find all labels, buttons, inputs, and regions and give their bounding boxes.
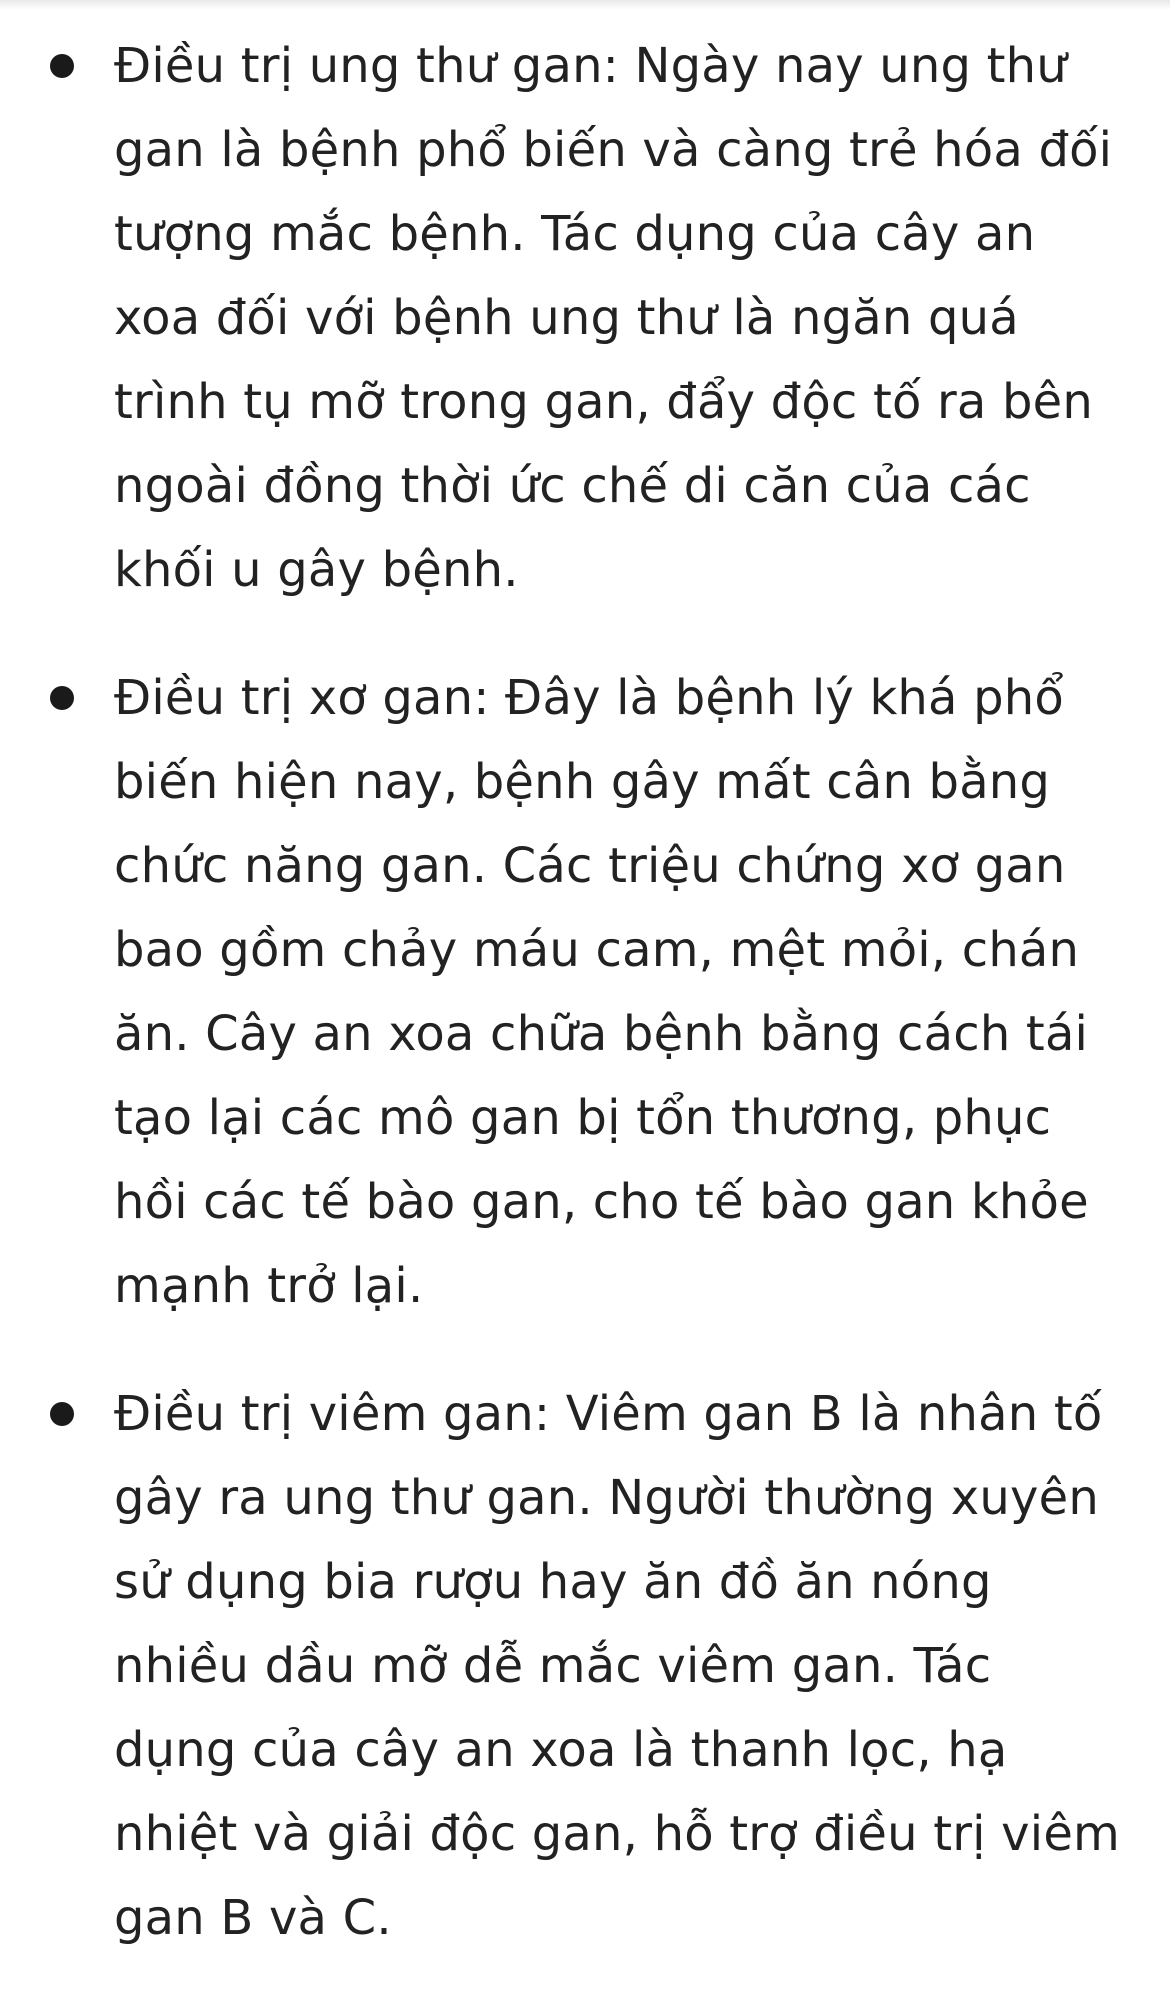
article-body <box>0 24 1170 2004</box>
bullet-dot-icon <box>50 1402 74 1426</box>
list-item-hepatitis <box>0 1372 1170 1960</box>
bullet-list <box>0 24 1170 1960</box>
list-item-text: Điều trị viêm gan: Viêm gan B là nhân tố gây ra ung thư gan. Người thường xuyên sử dụng bia rượu hay ăn đồ ăn nóng nhiều dầu mỡ dễ mắc viêm gan. Tác dụng của cây an xoa là thanh lọc, hạ nhiệt và giải độc gan, hỗ trợ điều trị viêm gan B và C. <box>114 1386 1121 1946</box>
list-item-text: Điều trị ung thư gan: Ngày nay ung thư gan là bệnh phổ biến và càng trẻ hóa đối tượng mắc bệnh. Tác dụng của cây an xoa đối với bệnh ung thư là ngăn quá trình tụ mỡ trong gan, đẩy độc tố ra bên ngoài đồng thời ức chế di căn của các khối u gây bệnh. <box>114 38 1113 598</box>
bullet-dot-icon <box>50 686 74 710</box>
list-item-liver-cancer <box>0 24 1170 612</box>
bullet-dot-icon <box>50 54 74 78</box>
list-item-cirrhosis <box>0 656 1170 1328</box>
top-edge-shadow <box>0 0 1170 10</box>
list-item-text: Điều trị xơ gan: Đây là bệnh lý khá phổ biến hiện nay, bệnh gây mất cân bằng chức năng gan. Các triệu chứng xơ gan bao gồm chảy máu cam, mệt mỏi, chán ăn. Cây an xoa chữa bệnh bằng cách tái tạo lại các mô gan bị tổn thương, phục hồi các tế bào gan, cho tế bào gan khỏe mạnh trở lại. <box>114 670 1089 1314</box>
